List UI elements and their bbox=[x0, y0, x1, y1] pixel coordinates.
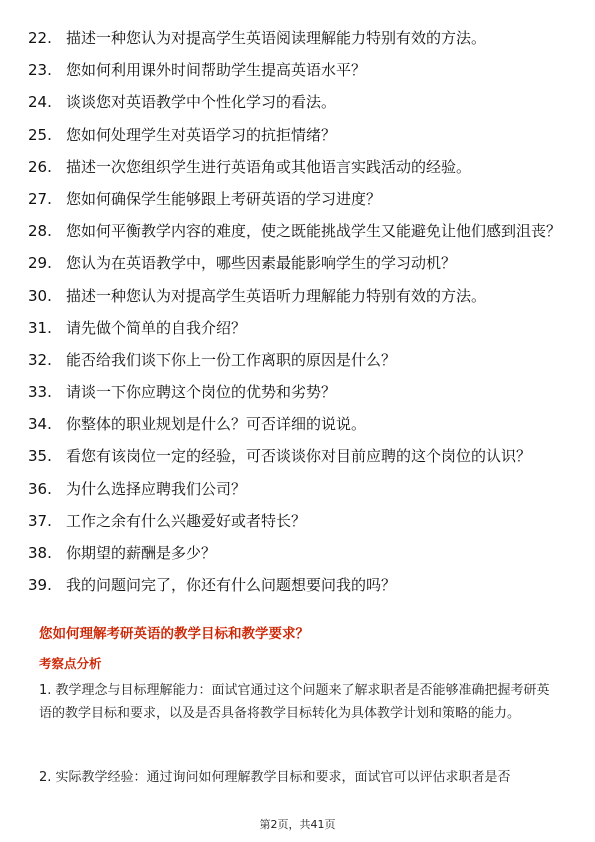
page-footer: 第2页，共41页 bbox=[259, 818, 336, 831]
question-text: 看您有该岗位一定的经验，可否谈谈你对目前应聘的这个岗位的认识？ bbox=[66, 447, 532, 466]
section-heading: 您如何理解考研英语的教学目标和教学要求？ bbox=[39, 626, 309, 642]
question-item bbox=[28, 574, 568, 597]
question-item bbox=[28, 285, 568, 308]
question-text: 描述一次您组织学生进行英语角或其他语言实践活动的经验。 bbox=[66, 157, 472, 176]
question-text: 您如何处理学生对英语学习的抗拒情绪？ bbox=[66, 125, 337, 144]
question-text: 我的问题问完了，你还有什么问题想要问我的吗？ bbox=[66, 576, 397, 595]
question-text: 请先做个简单的自我介绍？ bbox=[66, 318, 247, 337]
question-number: 25. bbox=[28, 125, 52, 144]
question-text: 请谈一下你应聘这个岗位的优势和劣势？ bbox=[66, 383, 337, 402]
question-text: 您认为在英语教学中，哪些因素最能影响学生的学习动机？ bbox=[66, 254, 457, 273]
section-subheading: 考察点分析 bbox=[39, 656, 102, 671]
question-list bbox=[28, 27, 568, 606]
question-item bbox=[28, 220, 568, 243]
question-item bbox=[28, 510, 568, 533]
question-number: 32. bbox=[28, 350, 52, 369]
question-number: 27. bbox=[28, 189, 52, 208]
question-number: 28. bbox=[28, 222, 52, 241]
question-item bbox=[28, 317, 568, 340]
question-item bbox=[28, 542, 568, 565]
question-number: 33. bbox=[28, 383, 52, 402]
question-item bbox=[28, 27, 568, 50]
question-item bbox=[28, 349, 568, 372]
question-text: 能否给我们谈下你上一份工作离职的原因是什么？ bbox=[66, 350, 397, 369]
question-text: 描述一种您认为对提高学生英语阅读理解能力特别有效的方法。 bbox=[66, 29, 487, 47]
question-number: 22. bbox=[28, 29, 52, 47]
question-number: 31. bbox=[28, 318, 52, 337]
question-number: 37. bbox=[28, 511, 52, 530]
question-item bbox=[28, 91, 568, 114]
question-item bbox=[28, 252, 568, 275]
question-number: 29. bbox=[28, 254, 52, 273]
question-text: 您如何平衡教学内容的难度，使之既能挑战学生又能避免让他们感到沮丧？ bbox=[66, 222, 562, 241]
question-item bbox=[28, 381, 568, 404]
question-item bbox=[28, 188, 568, 211]
question-item bbox=[28, 59, 568, 82]
question-text: 为什么选择应聘我们公司？ bbox=[66, 479, 247, 498]
question-item bbox=[28, 413, 568, 436]
question-text: 谈谈您对英语教学中个性化学习的看法。 bbox=[66, 93, 337, 112]
question-number: 39. bbox=[28, 576, 52, 595]
analysis-point: 2. 实际教学经验：通过询问如何理解教学目标和要求，面试官可以评估求职者是否 bbox=[39, 770, 511, 785]
question-number: 36. bbox=[28, 479, 52, 498]
analysis-point: 1. 教学理念与目标理解能力：面试官通过这个问题来了解求职者是否能够准确把握考研英语的教学目标和要求，以及是否具备将教学目标转化为具体教学计划和策略的能力。 bbox=[39, 683, 550, 721]
question-text: 你整体的职业规划是什么？可否详细的说说。 bbox=[66, 415, 367, 434]
question-item bbox=[28, 478, 568, 501]
question-number: 35. bbox=[28, 447, 52, 466]
question-item bbox=[28, 445, 568, 468]
question-number: 34. bbox=[28, 415, 52, 434]
question-number: 38. bbox=[28, 544, 52, 562]
question-text: 您如何利用课外时间帮助学生提高英语水平？ bbox=[66, 61, 367, 80]
question-item bbox=[28, 156, 568, 179]
question-number: 23. bbox=[28, 61, 52, 80]
question-text: 工作之余有什么兴趣爱好或者特长？ bbox=[66, 511, 307, 530]
question-number: 24. bbox=[28, 93, 52, 112]
question-item bbox=[28, 124, 568, 147]
question-number: 30. bbox=[28, 286, 52, 305]
question-text: 你期望的薪酬是多少？ bbox=[66, 544, 217, 562]
question-number: 26. bbox=[28, 157, 52, 176]
question-text: 描述一种您认为对提高学生英语听力理解能力特别有效的方法。 bbox=[66, 286, 487, 305]
question-text: 您如何确保学生能够跟上考研英语的学习进度？ bbox=[66, 189, 382, 208]
